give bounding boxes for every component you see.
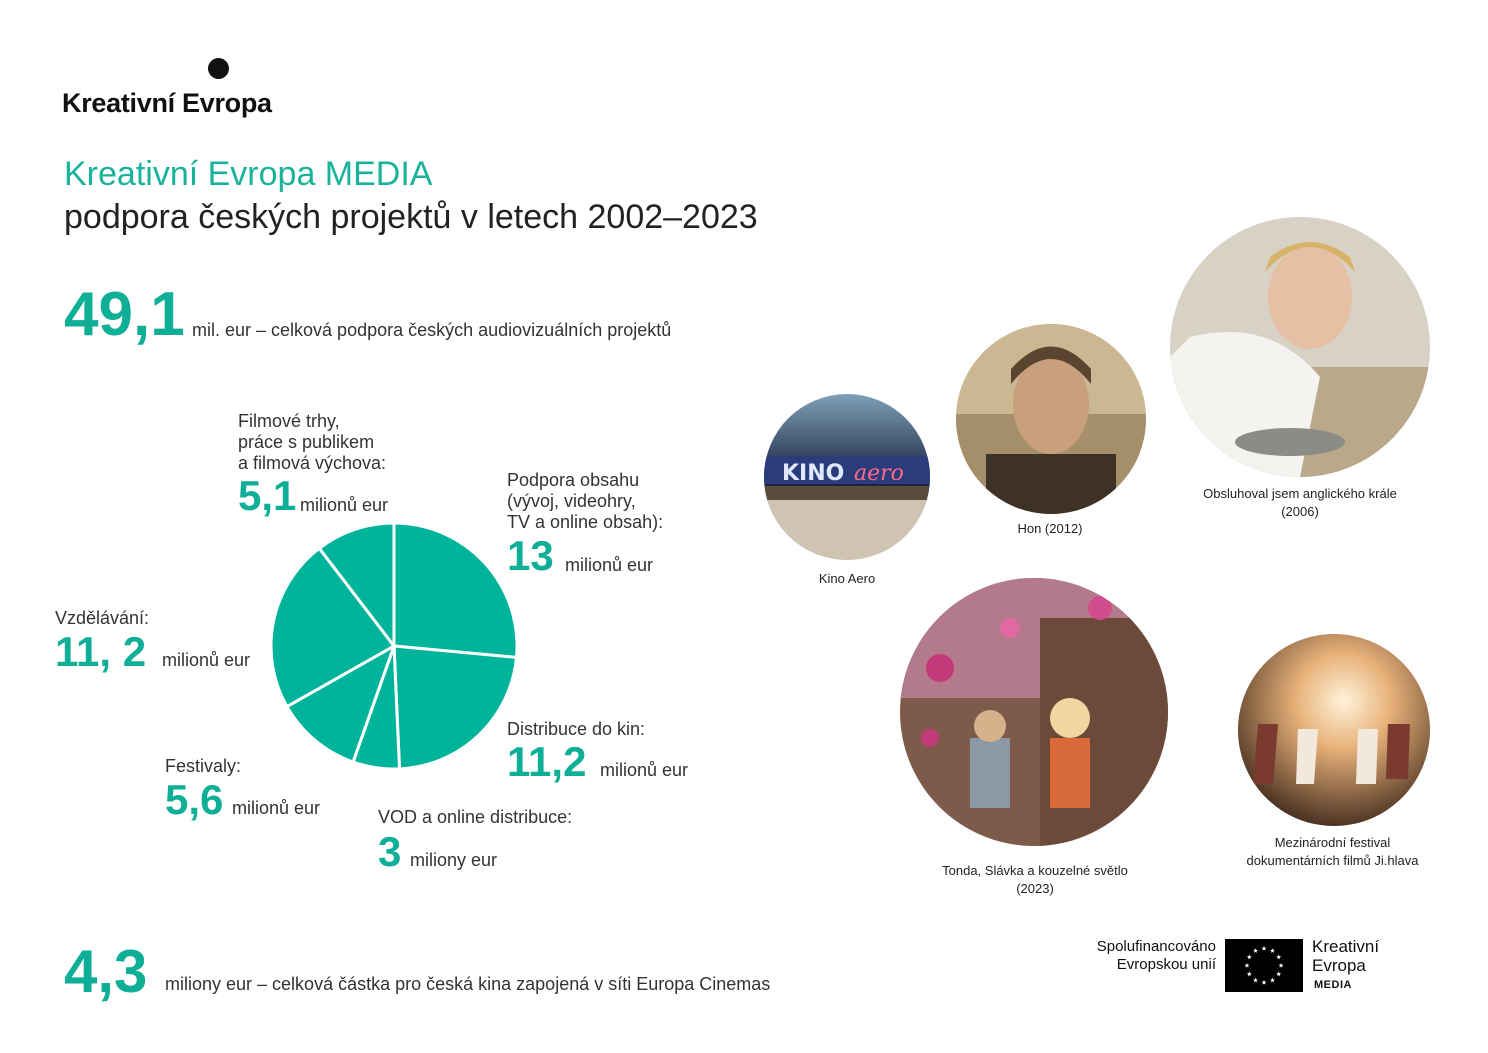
eu-text-line1: Spolufinancováno [1096,938,1216,955]
value-trhy: 5,1 [238,472,297,519]
eu-star-icon [1253,948,1258,953]
caption-tonda [910,862,1160,898]
label-trhy-line3: a filmová výchova: [238,453,387,473]
eu-star-icon [1262,946,1267,951]
ce-logo-line1: Kreativní [1312,937,1380,956]
label-distribuce: Distribuce do kin: [507,719,646,739]
photo-kino-aero [764,394,930,560]
eu-star-icon [1276,971,1281,976]
svg-text:aero: aero [854,461,904,486]
eu-star-icon [1276,954,1281,959]
label-vzdelavani: Vzdělávání: [55,608,150,628]
caption-obsluhoval [1180,485,1420,521]
label-festivaly: Festivaly: [165,756,242,776]
value-festivaly: 5,6 [165,776,224,823]
value-distribuce: 11,2 [507,738,587,785]
unit-obsah: milionů eur [565,555,654,575]
ce-logo-text [1312,937,1379,975]
svg-text:KINO: KINO [782,461,845,486]
eu-star-icon [1247,954,1252,959]
caption-obsluhoval-line2: (2006) [1281,504,1319,519]
caption-obsluhoval-line1: Obsluhoval jsem anglického krále [1203,486,1397,501]
eu-star-icon [1279,963,1284,968]
eu-cofinanced-text [1060,938,1216,974]
label-obsah [507,470,663,533]
caption-jihlava [1225,834,1440,870]
label-obsah-line3: TV a online obsah): [507,512,664,532]
caption-jihlava-line2: dokumentárních filmů Ji.hlava [1246,853,1419,868]
page-title-line2: podpora českých projektů v letech 2002–2023 [64,198,758,236]
label-vod: VOD a online distribuce: [378,807,573,827]
total-value: 49,1 [64,280,185,349]
eu-star-icon [1253,978,1258,983]
unit-vzdelavani: milionů eur [162,650,251,670]
pie-chart [264,488,524,778]
caption-hon: Hon (2012) [1017,521,1083,536]
cinemas-text: miliony eur – celková částka pro česká kina zapojená v síti Europa Cinemas [165,974,771,994]
ce-media-text: MEDIA [1314,979,1352,991]
value-vzdelavani: 11, 2 [55,628,147,675]
label-trhy-line2: práce s publikem [238,432,375,452]
label-trhy-line1: Filmové trhy, [238,411,340,431]
cinemas-value: 4,3 [64,938,148,1005]
label-obsah-line1: Podpora obsahu [507,470,640,490]
label-trhy [238,411,386,474]
eu-text-line2: Evropskou unií [1116,956,1216,973]
logo-dot [208,58,229,79]
caption-kino-aero: Kino Aero [818,571,876,586]
unit-vod: miliony eur [410,850,498,870]
unit-festivaly: milionů eur [232,798,321,818]
pie-slice-distribuce [394,646,516,769]
caption-tonda-line1: Tonda, Slávka a kouzelné světlo [942,863,1128,878]
eu-star-icon [1245,963,1250,968]
value-obsah: 13 [507,532,554,579]
photo-jihlava [1238,634,1430,826]
eu-star-icon [1270,978,1275,983]
total-text: mil. eur – celková podpora českých audiovizuálních projektů [192,320,672,340]
pie-slice-obsah [394,523,517,657]
caption-jihlava-line1: Mezinárodní festival [1274,835,1391,850]
eu-star-icon [1247,971,1252,976]
photo-obsluhoval [1170,217,1430,477]
unit-trhy: milionů eur [300,495,389,515]
unit-distribuce: milionů eur [600,760,689,780]
ce-logo-line2: Evropa [1312,956,1366,975]
eu-flag-icon [1225,939,1303,992]
caption-tonda-line2: (2023) [1016,881,1054,896]
photo-tonda [900,578,1168,846]
page-title-line1: Kreativní Evropa MEDIA [64,155,433,193]
value-vod: 3 [378,828,402,875]
label-obsah-line2: (vývoj, videohry, [507,491,636,511]
eu-star-icon [1262,980,1267,985]
photo-hon [956,324,1146,514]
eu-star-icon [1270,948,1275,953]
logo-text: Kreativní Evropa [62,88,272,118]
